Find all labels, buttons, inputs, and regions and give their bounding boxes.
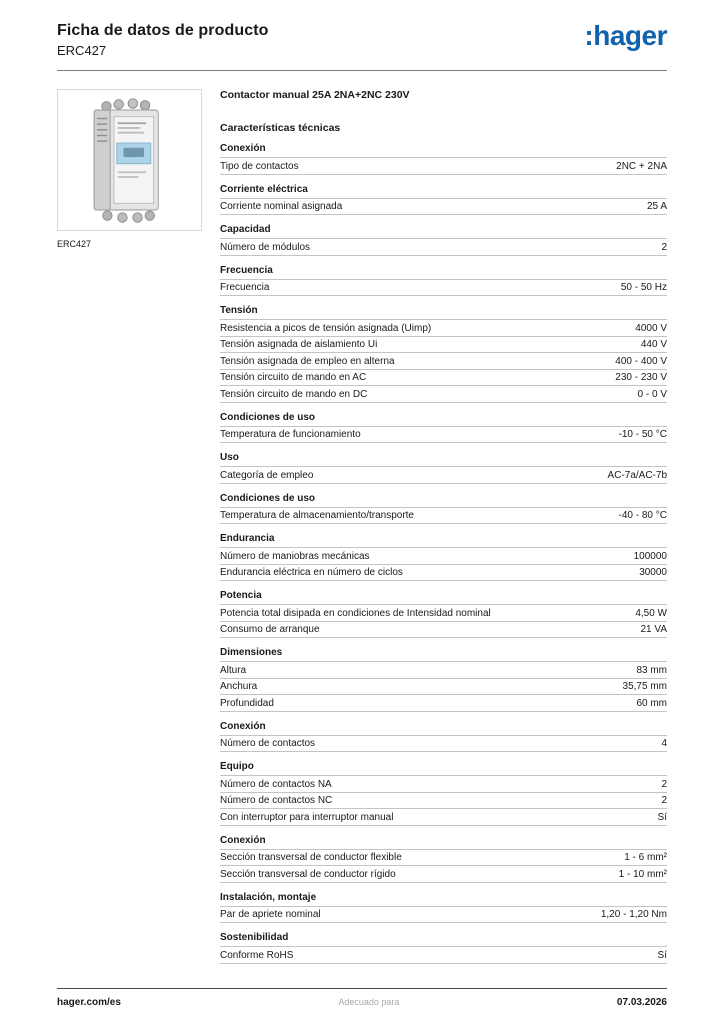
- page-header: [0, 0, 724, 58]
- spec-value: 100000: [633, 550, 667, 562]
- spec-value: 4000 V: [635, 322, 667, 334]
- spec-row: [220, 320, 667, 337]
- spec-label: Profundidad: [220, 697, 274, 709]
- spec-row: [220, 866, 667, 883]
- spec-row: [220, 907, 667, 924]
- spec-row: [220, 158, 667, 175]
- spec-value: 2: [661, 778, 667, 790]
- spec-row: [220, 548, 667, 565]
- section-sostenibilidad: [220, 932, 667, 964]
- spec-row: [220, 280, 667, 297]
- hager-logo: :hager: [584, 20, 667, 51]
- section-title: Corriente eléctrica: [220, 184, 667, 199]
- section-title: Uso: [220, 452, 667, 467]
- section-conexion-2: [220, 721, 667, 753]
- section-title: Instalación, montaje: [220, 892, 667, 907]
- section-title: Equipo: [220, 761, 667, 776]
- spec-value: AC-7a/AC-7b: [607, 469, 667, 481]
- spec-label: Número de módulos: [220, 241, 311, 253]
- spec-value: 2NC + 2NA: [616, 160, 667, 172]
- spec-row: [220, 679, 667, 696]
- spec-row: [220, 850, 667, 867]
- spec-row: [220, 353, 667, 370]
- image-column: [57, 89, 202, 249]
- section-title: Tensión: [220, 305, 667, 320]
- spec-row: [220, 695, 667, 712]
- section-title: Frecuencia: [220, 265, 667, 280]
- spec-row: [220, 809, 667, 826]
- spec-row: [220, 793, 667, 810]
- section-instalacion-montaje: [220, 892, 667, 924]
- spec-row: [220, 370, 667, 387]
- spec-value: 230 - 230 V: [615, 372, 667, 383]
- spec-label: Tensión circuito de mando en AC: [220, 372, 367, 383]
- spec-row: [220, 508, 667, 525]
- spec-label: Temperatura de funcionamiento: [220, 429, 361, 440]
- spec-value: 1 - 6 mm²: [624, 852, 667, 863]
- spec-row: [220, 662, 667, 679]
- section-conexion-3: [220, 835, 667, 883]
- spec-row: [220, 239, 667, 256]
- section-title: Potencia: [220, 590, 667, 605]
- main-content: [0, 71, 724, 964]
- spec-row: [220, 467, 667, 484]
- section-title: Condiciones de uso: [220, 412, 667, 427]
- section-tension: [220, 305, 667, 403]
- section-condiciones-de-uso-2: [220, 493, 667, 525]
- spec-row: [220, 199, 667, 216]
- hager-website-link[interactable]: hager.com/es: [57, 997, 121, 1008]
- spec-value: 60 mm: [636, 697, 667, 709]
- spec-value: 2: [661, 795, 667, 806]
- spec-label: Número de maniobras mecánicas: [220, 550, 370, 562]
- section-endurancia: [220, 533, 667, 581]
- section-dimensiones: [220, 647, 667, 712]
- spec-row: [220, 605, 667, 622]
- spec-value: 1,20 - 1,20 Nm: [600, 909, 667, 920]
- spec-value: 21 VA: [640, 624, 667, 635]
- spec-value: 4,50 W: [635, 607, 667, 619]
- spec-column: [220, 89, 667, 964]
- spec-label: Anchura: [220, 681, 258, 692]
- spec-value: 30000: [639, 567, 667, 578]
- spec-row: [220, 622, 667, 639]
- spec-label: Corriente nominal asignada: [220, 201, 343, 212]
- spec-value: Sí: [657, 811, 667, 823]
- spec-value: 35,75 mm: [622, 681, 667, 692]
- spec-label: Consumo de arranque: [220, 624, 320, 635]
- section-frecuencia: [220, 265, 667, 297]
- product-reference: ERC427: [57, 43, 107, 58]
- footer-date: 07.03.2026: [616, 997, 667, 1008]
- spec-label: Frecuencia: [220, 282, 270, 293]
- spec-label: Tipo de contactos: [220, 160, 299, 172]
- section-equipo: [220, 761, 667, 826]
- spec-value: 440 V: [640, 339, 667, 350]
- spec-row: [220, 386, 667, 403]
- image-caption: ERC427: [57, 239, 92, 249]
- spec-label: Tensión asignada de empleo en alterna: [220, 355, 395, 367]
- spec-value: 2: [661, 241, 667, 253]
- spec-value: 400 - 400 V: [615, 355, 667, 367]
- section-capacidad: [220, 224, 667, 256]
- spec-row: [220, 776, 667, 793]
- spec-row: [220, 947, 667, 964]
- section-title: Conexión: [220, 835, 667, 850]
- section-uso: [220, 452, 667, 484]
- spec-value: 1 - 10 mm²: [618, 868, 667, 880]
- spec-row: [220, 427, 667, 444]
- section-corriente-electrica: [220, 184, 667, 216]
- section-title: Conexión: [220, 143, 667, 158]
- document-title: Ficha de datos de producto: [57, 22, 269, 39]
- spec-value: -40 - 80 °C: [618, 510, 667, 521]
- section-title: Conexión: [220, 721, 667, 736]
- section-title: Endurancia: [220, 533, 667, 548]
- section-conexion-1: [220, 143, 667, 175]
- spec-label: Con interruptor para interruptor manual: [220, 811, 394, 823]
- spec-label: Tensión circuito de mando en DC: [220, 388, 368, 400]
- spec-value: 83 mm: [636, 664, 667, 676]
- spec-row: [220, 736, 667, 753]
- spec-label: Número de contactos NA: [220, 778, 332, 790]
- spec-label: Sección transversal de conductor flexible: [220, 852, 402, 863]
- spec-label: Potencia total disipada en condiciones de Intensidad nominal: [220, 607, 491, 619]
- spec-label: Resistencia a picos de tensión asignada (Uimp): [220, 322, 432, 334]
- product-image-frame: [57, 89, 202, 231]
- spec-label: Temperatura de almacenamiento/transporte: [220, 510, 414, 521]
- spec-value: 25 A: [646, 201, 667, 212]
- spec-label: Par de apriete nominal: [220, 909, 321, 920]
- section-condiciones-de-uso-1: [220, 412, 667, 444]
- tech-characteristics-title: Características técnicas: [220, 122, 341, 134]
- section-title: Sostenibilidad: [220, 932, 667, 947]
- spec-label: Categoría de empleo: [220, 469, 314, 481]
- section-title: Condiciones de uso: [220, 493, 667, 508]
- spec-row: [220, 337, 667, 354]
- product-name: Contactor manual 25A 2NA+2NC 230V: [220, 89, 410, 101]
- spec-label: Número de contactos NC: [220, 795, 333, 806]
- spec-value: -10 - 50 °C: [618, 429, 667, 440]
- page-footer: [57, 988, 667, 1008]
- spec-label: Número de contactos: [220, 738, 316, 749]
- section-potencia: [220, 590, 667, 638]
- section-title: Capacidad: [220, 224, 667, 239]
- spec-label: Endurancia eléctrica en número de ciclos: [220, 567, 403, 578]
- section-title: Dimensiones: [220, 647, 667, 662]
- spec-value: 50 - 50 Hz: [620, 282, 667, 293]
- spec-label: Conforme RoHS: [220, 949, 294, 961]
- spec-value: 4: [661, 738, 667, 749]
- spec-label: Sección transversal de conductor rígido: [220, 868, 396, 880]
- spec-label: Tensión asignada de aislamiento Ui: [220, 339, 378, 350]
- footer-center-text: Adecuado para: [338, 997, 400, 1007]
- product-image: [76, 94, 184, 226]
- spec-value: 0 - 0 V: [637, 388, 667, 400]
- spec-row: [220, 565, 667, 582]
- spec-value: Sí: [657, 949, 667, 961]
- spec-label: Altura: [220, 664, 247, 676]
